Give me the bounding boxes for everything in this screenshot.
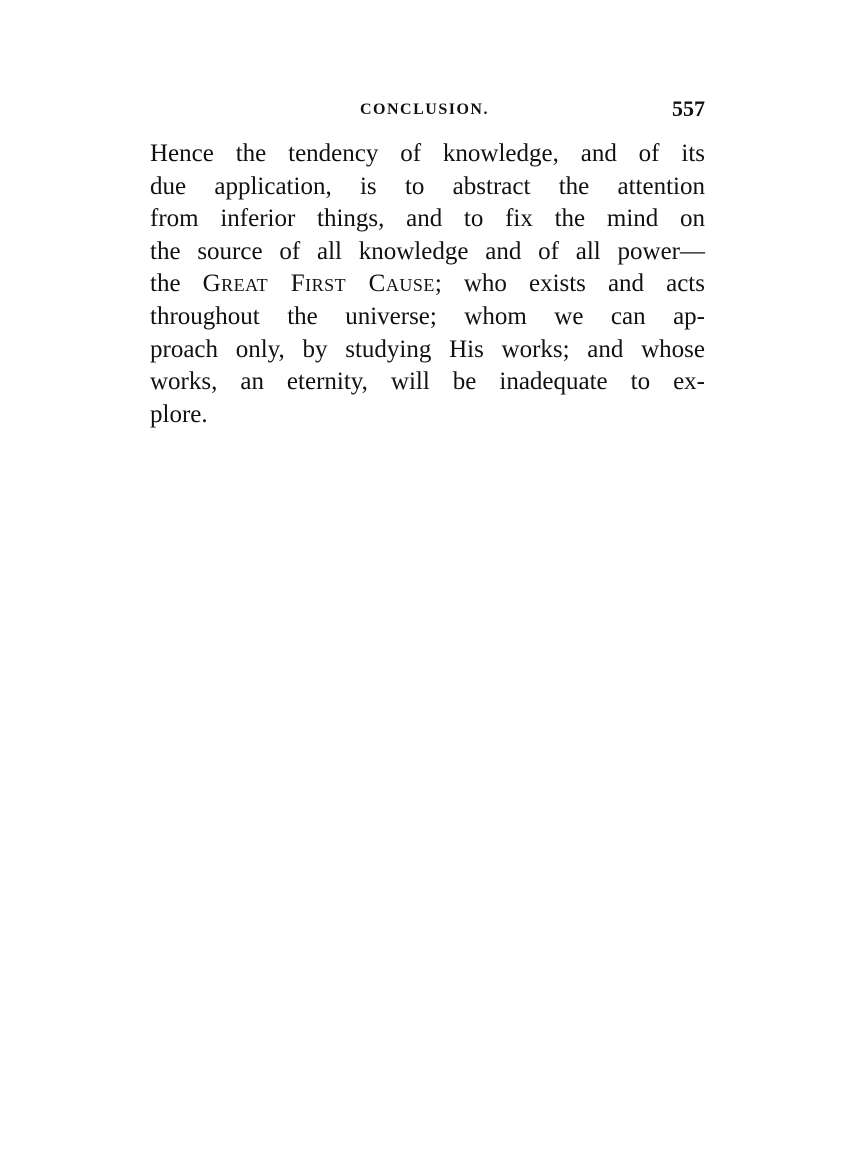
text-line: due application, is to abstract the attention (150, 172, 705, 200)
text-line: works, an eternity, will be inadequate to ex- (150, 368, 705, 396)
page-number: 557 (672, 96, 705, 121)
text-line: Hence the tendency of knowledge, and of its (150, 140, 705, 167)
text-line: the source of all knowledge and of all power— (150, 237, 705, 265)
text-line-great-first-cause (150, 268, 705, 301)
great-first-cause-small-caps: Great First Cause (202, 270, 435, 298)
line-prefix: the (150, 270, 181, 298)
running-head (150, 96, 705, 126)
text-line: from inferior things, and to fix the mind on (150, 205, 705, 233)
text-line: plore. (150, 400, 208, 428)
text-line: proach only, by studying His works; and whose (150, 335, 705, 363)
text-line: throughout the universe; whom we can ap- (150, 302, 705, 330)
running-title: CONCLUSION. (360, 101, 489, 118)
body-paragraph (150, 138, 705, 431)
line-suffix: ; who exists and acts (434, 270, 705, 298)
